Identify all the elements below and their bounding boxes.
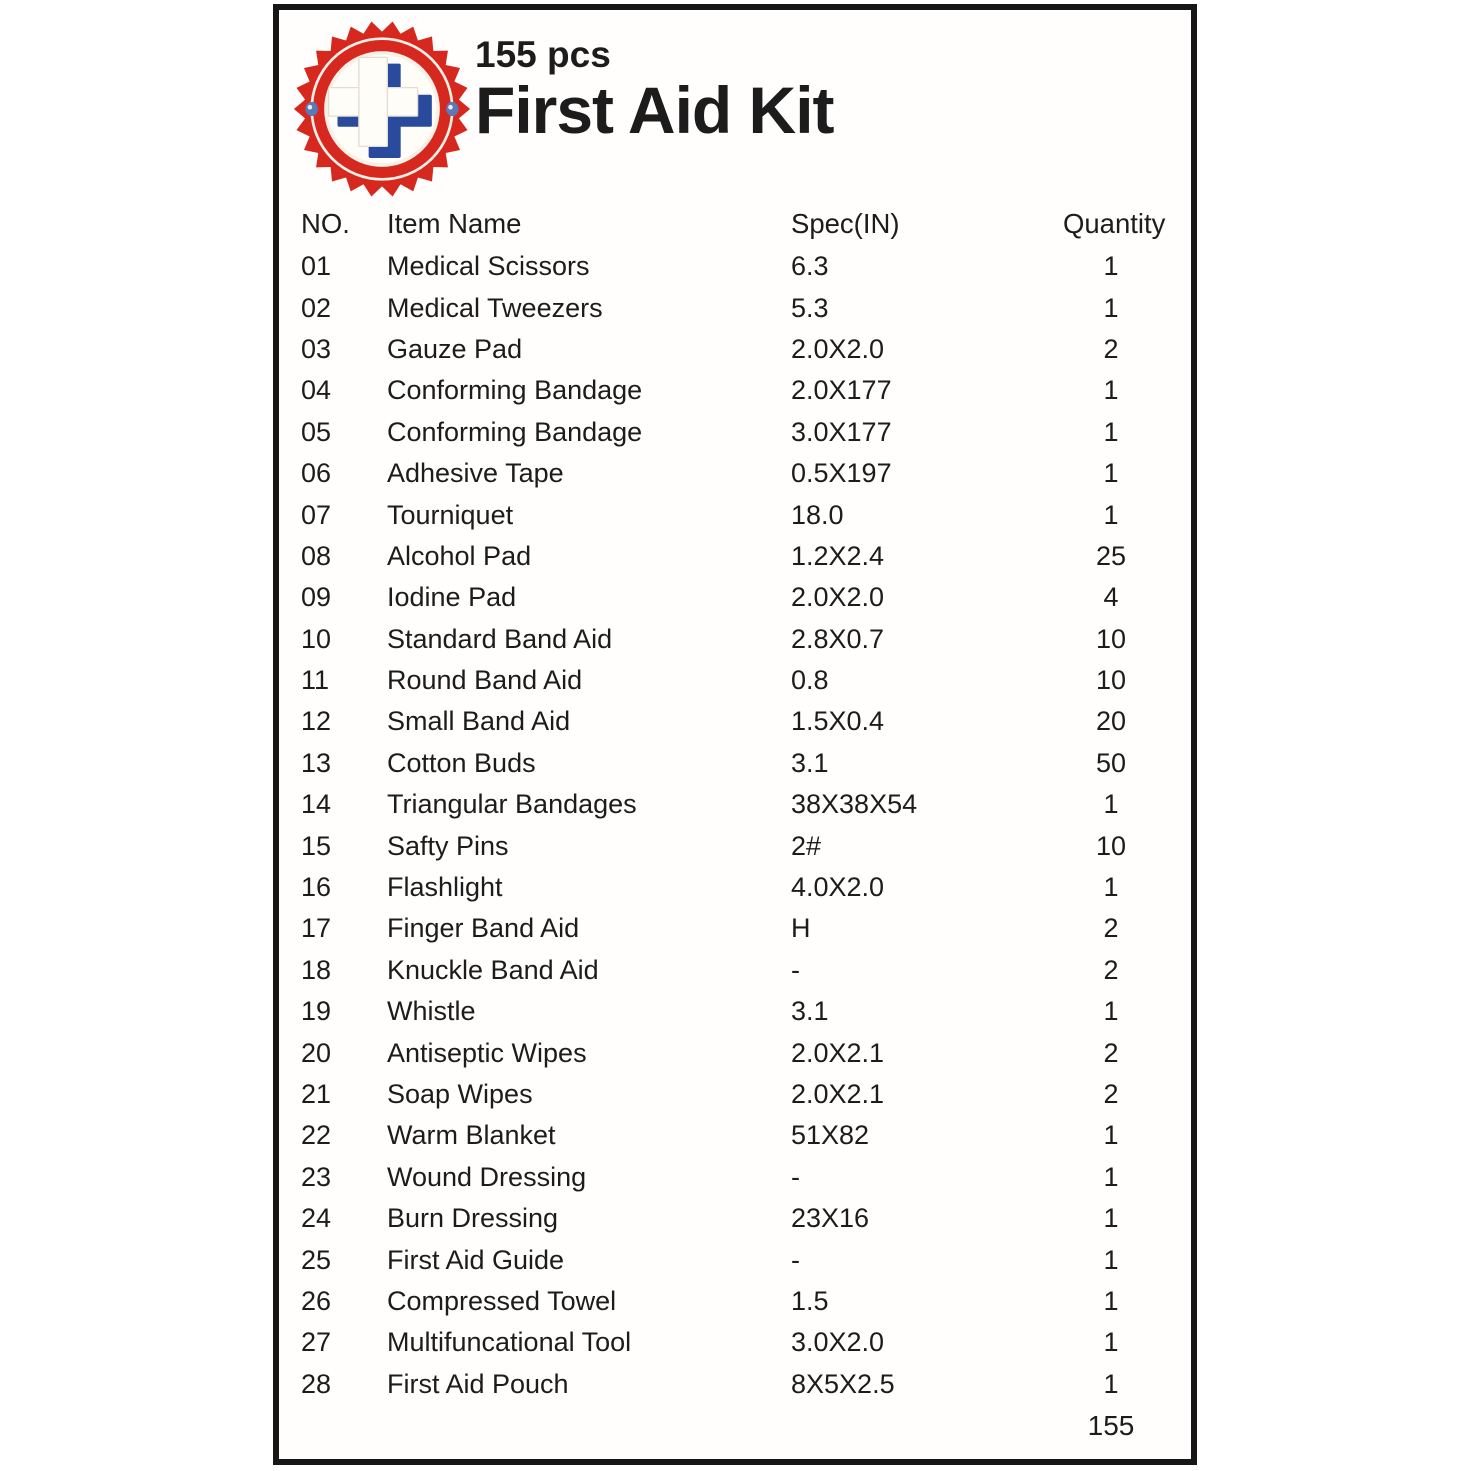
- item-quantity: 20: [1095, 706, 1127, 737]
- item-quantity: 1: [1103, 251, 1119, 282]
- row-number: 25: [301, 1244, 332, 1275]
- item-name: Wound Dressing: [387, 1161, 587, 1192]
- item-spec: H: [791, 913, 811, 944]
- item-spec: -: [791, 1161, 800, 1192]
- item-spec: 2.0X2.1: [791, 1079, 885, 1109]
- item-spec: 6.3: [791, 251, 829, 282]
- item-spec: 2.0X2.0: [791, 582, 885, 613]
- row-number: 16: [301, 872, 332, 903]
- table-row: [295, 867, 1175, 908]
- table-row: [295, 660, 1175, 701]
- item-name: Conforming Bandage: [387, 416, 643, 447]
- item-spec: 5.3: [791, 292, 829, 323]
- item-spec: 2.8X0.7: [791, 623, 885, 654]
- row-number: 27: [301, 1327, 332, 1358]
- row-number: 17: [301, 913, 332, 944]
- table-row: [295, 412, 1175, 453]
- item-quantity: 1: [1103, 1327, 1119, 1358]
- item-quantity: 1: [1103, 375, 1119, 406]
- item-spec: 3.0X2.0: [791, 1327, 885, 1358]
- row-number: 02: [301, 292, 332, 323]
- row-number: 12: [301, 706, 332, 737]
- item-spec: 23X16: [791, 1203, 870, 1234]
- item-quantity: 10: [1095, 830, 1127, 861]
- pieces-count: 155 pcs: [475, 34, 611, 75]
- row-number: 19: [301, 996, 332, 1027]
- column-header-item: Item Name: [387, 208, 522, 239]
- item-quantity: 1: [1103, 458, 1119, 489]
- total-quantity: 155: [1087, 1409, 1135, 1441]
- item-name: Multifuncational Tool: [387, 1327, 632, 1358]
- item-name: Alcohol Pad: [387, 540, 532, 571]
- item-quantity: 1: [1103, 1120, 1119, 1151]
- row-number: 09: [301, 582, 332, 613]
- item-name: Compressed Towel: [387, 1285, 617, 1316]
- column-header-spec: Spec(IN): [791, 208, 900, 239]
- table-row: [295, 1239, 1175, 1280]
- row-number: 13: [301, 747, 332, 778]
- table-header-row: [295, 202, 1175, 246]
- item-quantity: 25: [1095, 540, 1127, 571]
- row-number: 14: [301, 789, 332, 820]
- item-spec: 18.0: [791, 499, 844, 530]
- item-quantity: 1: [1103, 996, 1119, 1027]
- row-number: 08: [301, 540, 332, 571]
- contents-table: [295, 202, 1175, 1447]
- item-name: Whistle: [387, 996, 476, 1027]
- item-spec: 3.1: [791, 747, 829, 778]
- item-quantity: 1: [1103, 789, 1119, 820]
- item-name: Adhesive Tape: [387, 458, 564, 489]
- item-name: Round Band Aid: [387, 665, 583, 696]
- row-number: 11: [301, 665, 330, 696]
- item-name: Warm Blanket: [387, 1120, 556, 1151]
- table-row: [295, 453, 1175, 494]
- table-row: [295, 1074, 1175, 1115]
- row-number: 21: [301, 1079, 332, 1109]
- item-spec: 8X5X2.5: [791, 1368, 895, 1399]
- column-header-no: NO.: [301, 208, 350, 239]
- table-row: [295, 619, 1175, 660]
- item-name: Finger Band Aid: [387, 913, 580, 944]
- table-total-row: [295, 1405, 1175, 1447]
- table-row: [295, 1281, 1175, 1322]
- item-spec: 1.5X0.4: [791, 706, 885, 737]
- item-name: Gauze Pad: [387, 333, 523, 364]
- item-name: Standard Band Aid: [387, 623, 613, 654]
- header-titles: [475, 34, 834, 147]
- item-quantity: 1: [1103, 1285, 1119, 1316]
- item-spec: 2.0X2.0: [791, 333, 885, 364]
- table-row: [295, 246, 1175, 287]
- table-row: [295, 991, 1175, 1032]
- item-quantity: 10: [1095, 665, 1127, 696]
- table-row: [295, 784, 1175, 825]
- item-name: Small Band Aid: [387, 706, 571, 737]
- item-spec: 2#: [791, 830, 822, 861]
- item-spec: 38X38X54: [791, 789, 918, 820]
- stud-right: [446, 102, 458, 116]
- item-quantity: 1: [1103, 292, 1119, 323]
- item-quantity: 1: [1103, 1161, 1119, 1192]
- item-quantity: 4: [1103, 582, 1119, 613]
- item-spec: 3.0X177: [791, 416, 892, 447]
- item-spec: 0.5X197: [791, 458, 892, 489]
- row-number: 20: [301, 1037, 332, 1068]
- item-quantity: 2: [1103, 333, 1119, 364]
- item-quantity: 50: [1095, 747, 1127, 778]
- row-number: 10: [301, 623, 332, 654]
- item-spec: 2.0X177: [791, 375, 892, 406]
- item-name: Triangular Bandages: [387, 789, 637, 820]
- row-number: 04: [301, 375, 332, 406]
- item-spec: 51X82: [791, 1120, 870, 1151]
- item-spec: 0.8: [791, 665, 829, 696]
- item-quantity: 10: [1095, 623, 1127, 654]
- item-name: First Aid Pouch: [387, 1368, 569, 1399]
- item-quantity: 2: [1103, 954, 1119, 985]
- table-row: [295, 1322, 1175, 1363]
- item-name: First Aid Guide: [387, 1244, 565, 1275]
- row-number: 01: [301, 251, 332, 282]
- table-row: [295, 908, 1175, 949]
- row-number: 28: [301, 1368, 332, 1399]
- row-number: 06: [301, 458, 332, 489]
- item-name: Burn Dressing: [387, 1203, 559, 1234]
- table-row: [295, 1115, 1175, 1156]
- item-quantity: 1: [1103, 416, 1119, 447]
- item-name: Flashlight: [387, 872, 503, 903]
- row-number: 05: [301, 416, 332, 447]
- table-row: [295, 1198, 1175, 1239]
- table-row: [295, 825, 1175, 866]
- table-row: [295, 1157, 1175, 1198]
- row-number: 18: [301, 954, 332, 985]
- table-body: [295, 246, 1175, 1405]
- table-row: [295, 743, 1175, 784]
- item-quantity: 1: [1103, 1368, 1119, 1399]
- item-name: Soap Wipes: [387, 1079, 533, 1109]
- table-row: [295, 1364, 1175, 1405]
- item-name: Safty Pins: [387, 830, 509, 861]
- item-quantity: 1: [1103, 1244, 1119, 1275]
- item-quantity: 2: [1103, 1079, 1119, 1109]
- item-quantity: 1: [1103, 499, 1119, 530]
- table-row: [295, 950, 1175, 991]
- table-row: [295, 1032, 1175, 1073]
- row-number: 26: [301, 1285, 332, 1316]
- column-header-quantity: Quantity: [1063, 208, 1166, 239]
- item-spec: 3.1: [791, 996, 829, 1027]
- item-name: Antiseptic Wipes: [387, 1037, 587, 1068]
- table-row: [295, 329, 1175, 370]
- item-quantity: 1: [1103, 1203, 1119, 1234]
- item-name: Iodine Pad: [387, 582, 517, 613]
- item-name: Medical Scissors: [387, 251, 590, 282]
- page-title: First Aid Kit: [475, 73, 834, 147]
- item-spec: 4.0X2.0: [791, 872, 885, 903]
- row-number: 15: [301, 830, 332, 861]
- item-spec: -: [791, 954, 800, 985]
- item-quantity: 1: [1103, 872, 1119, 903]
- item-spec: 1.5: [791, 1285, 829, 1316]
- item-name: Conforming Bandage: [387, 375, 643, 406]
- item-name: Tourniquet: [387, 499, 514, 530]
- stud-left: [305, 102, 317, 116]
- row-number: 23: [301, 1161, 332, 1192]
- table-row: [295, 536, 1175, 577]
- item-spec: 2.0X2.1: [791, 1037, 885, 1068]
- row-number: 03: [301, 333, 332, 364]
- item-name: Cotton Buds: [387, 747, 536, 778]
- table-row: [295, 370, 1175, 411]
- item-spec: 1.2X2.4: [791, 540, 885, 571]
- row-number: 24: [301, 1203, 332, 1234]
- item-quantity: 2: [1103, 1037, 1119, 1068]
- item-quantity: 2: [1103, 913, 1119, 944]
- product-spec-card: [273, 4, 1197, 1465]
- table-row: [295, 494, 1175, 535]
- first-aid-badge-icon: [293, 20, 471, 198]
- item-spec: -: [791, 1244, 800, 1275]
- row-number: 22: [301, 1120, 332, 1151]
- table-row: [295, 701, 1175, 742]
- row-number: 07: [301, 499, 332, 530]
- table-row: [295, 577, 1175, 618]
- item-name: Knuckle Band Aid: [387, 954, 599, 985]
- item-name: Medical Tweezers: [387, 292, 603, 323]
- table-row: [295, 287, 1175, 328]
